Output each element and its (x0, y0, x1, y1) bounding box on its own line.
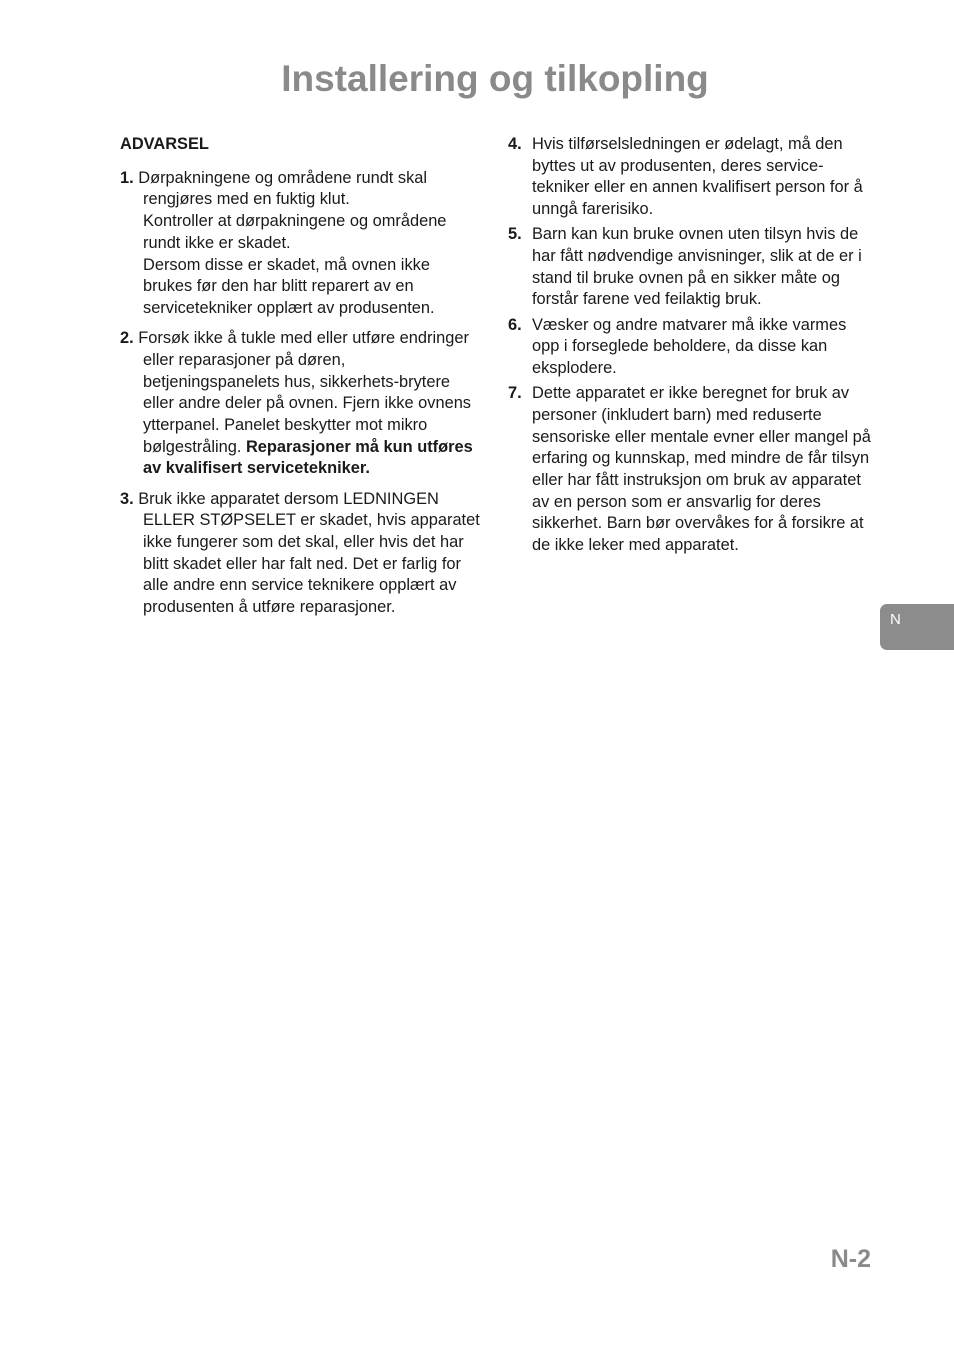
page-title: Installering og tilkopling (281, 58, 709, 99)
warning-item-2 (120, 328, 482, 480)
item-text: Barn kan kun bruke ovnen uten tilsyn hvis de har fått nødvendige anvisninger, slik at de er i stand til bruke ovnen på en sikker måte og forstår farene ved feilaktig bruk. (532, 225, 862, 309)
item-number: 1. (120, 168, 134, 187)
language-tab-label: N (890, 611, 901, 628)
item-text: Dette apparatet er ikke beregnet for bruk av personer (inkludert barn) med reduserte sensoriske eller mentale evner eller mangel på erfaring og kunnskap, med mindre de får tilsyn eller har fått instruksjon om bruk av apparatet av en person som er ansvarlig for deres sikkerhet. Barn bør overvåkes for å forsikre at de ikke leker med apparatet. (532, 384, 871, 555)
item-number: 4. (508, 135, 522, 153)
item-number: 5. (508, 225, 522, 244)
item-text: Dørpakningene og områdene rundt skal rengjøres med en fuktig klut. (138, 168, 428, 209)
item-text-line: Kontroller at dørpakningene og områdene rundt ikke er skadet. (143, 212, 447, 252)
item-text: Forsøk ikke å tukle med eller utføre endringer eller reparasjoner på døren, betjeningspanelets hus, sikkerhets-brytere eller andre deler på ovnen. Fjern ikke ovnens ytterpanel. Panelet beskytter mot mikro bølgestråling. (138, 329, 472, 456)
item-text-line: Dersom disse er skadet, må ovnen ikke brukes før den har blitt reparert av en servicetekniker opplært av produsenten. (143, 255, 435, 317)
item-text: Hvis tilførselsledningen er ødelagt, må den byttes ut av produsenten, deres service-tekniker eller en annen kvalifisert person for å unngå farerisiko. (532, 135, 863, 219)
right-column (508, 134, 876, 560)
left-column (120, 134, 482, 627)
item-text: Bruk ikke apparatet dersom LEDNINGEN ELLER STØPSELET er skadet, hvis apparatet ikke fungerer som det skal, eller hvis det har blitt skadet eller har falt ned. Det er farlig for alle andre enn service teknikere opplært av produsenten å utføre reparasjoner. (138, 489, 480, 617)
warning-item-7 (508, 383, 876, 557)
language-side-tab (880, 604, 954, 650)
page-number: N-2 (830, 1245, 871, 1273)
item-number: 6. (508, 315, 522, 334)
warning-item-1 (120, 168, 482, 320)
warning-item-3 (120, 489, 482, 619)
warning-item-5 (508, 224, 876, 311)
item-number: 2. (120, 329, 134, 348)
item-text: Væsker og andre matvarer må ikke varmes opp i forseglede beholdere, da disse kan eksplodere. (532, 315, 847, 378)
item-bold-text: Reparasjoner må kun utføres av kvalifisert servicetekniker. (143, 437, 473, 478)
warning-item-6 (508, 315, 876, 380)
item-number: 7. (508, 384, 522, 403)
item-number: 3. (120, 489, 134, 508)
warning-heading: ADVARSEL (120, 135, 209, 153)
warning-item-4 (508, 134, 876, 221)
